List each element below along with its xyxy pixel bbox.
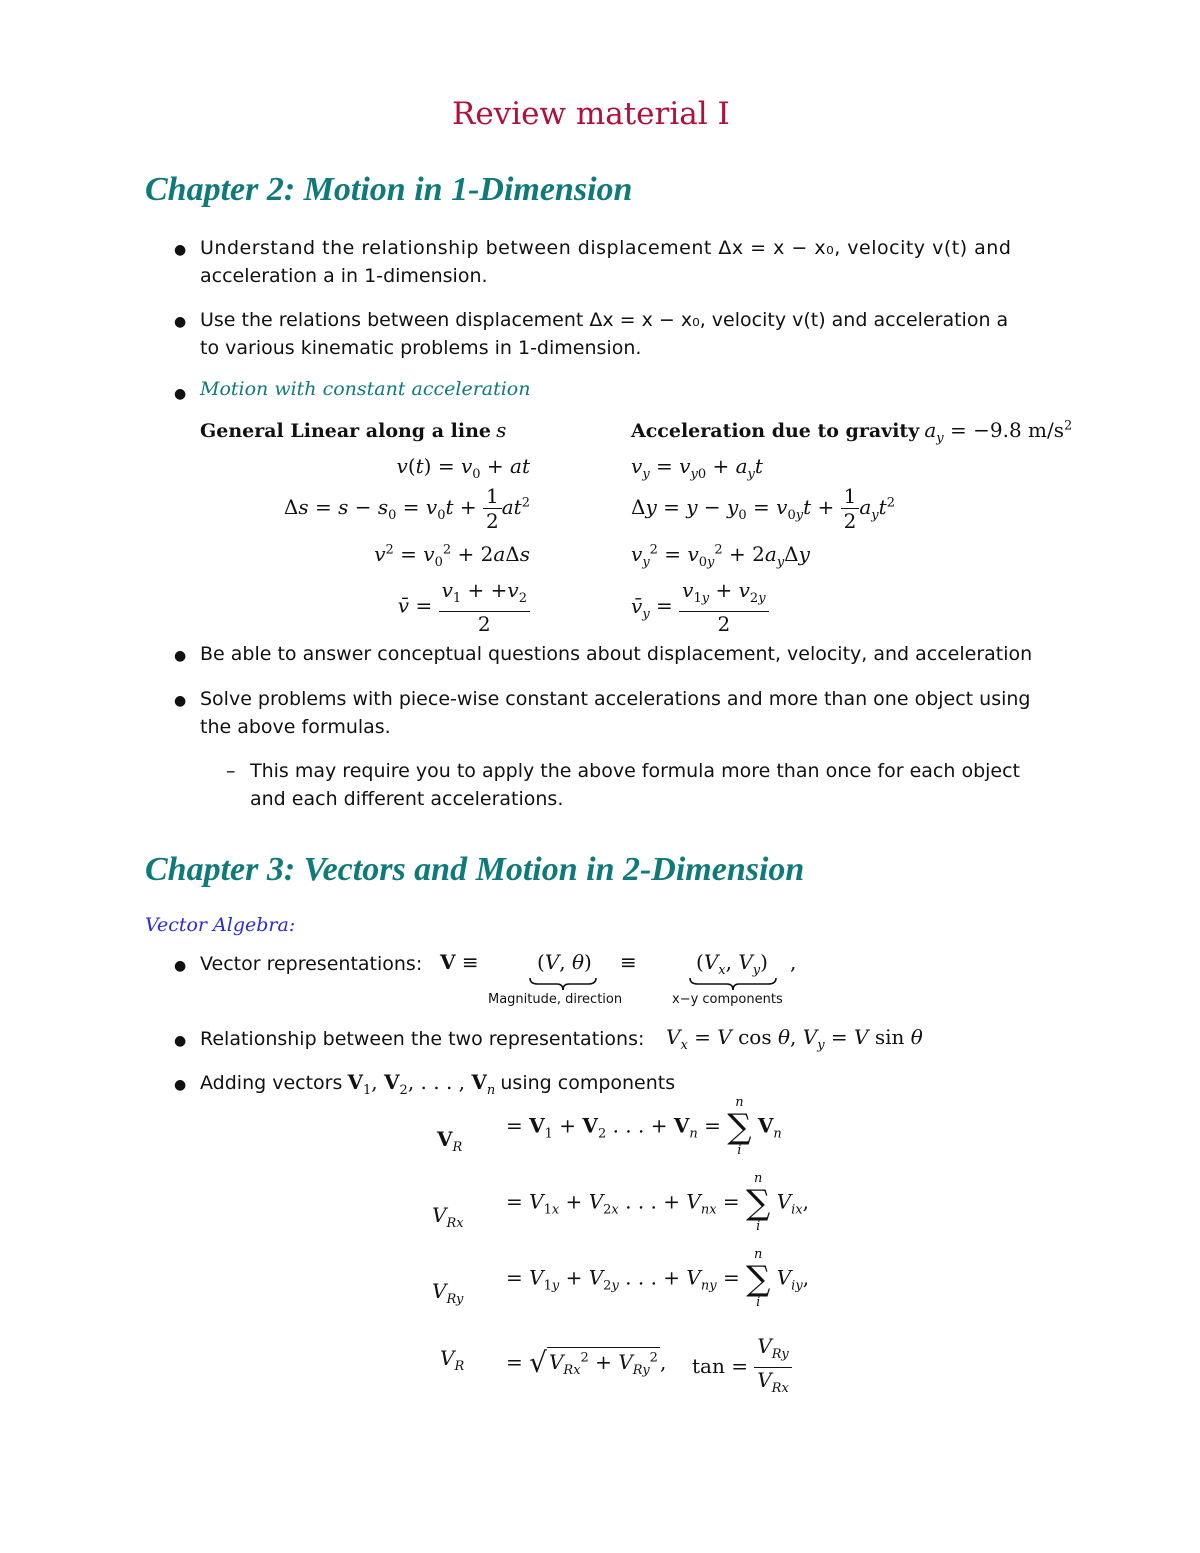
bullet-dot: ● xyxy=(174,242,187,258)
components-tuple: ($V_x$, $V_y$) xyxy=(696,950,768,978)
chapter-3-heading: Chapter 3: Vectors and Motion in 2-Dimension xyxy=(145,851,805,888)
eq-tan: tan = $\frac{V_{Ry}}{V_{Rx}}$ xyxy=(692,1334,792,1401)
bullet-dot: ● xyxy=(174,314,187,330)
relationship-formula: $V_x = V$ cos θ, $V_y = V$ sin θ xyxy=(666,1025,923,1053)
equiv-sign: ≡ xyxy=(620,950,637,974)
gravity-value: $a_y = -9.8$ $m/s^2$ xyxy=(924,418,1073,446)
eq-average-velocity: v̄ = $\frac{v_1 + +v_2}{2}$ xyxy=(398,578,530,636)
right-heading-text: Acceleration due to gravity xyxy=(631,420,920,442)
ch2-subbullet-line1: This may require you to apply the above formula more than once for each object xyxy=(250,760,1020,782)
eq-magnitude-rhs: = √ $V_{Rx}^2 + V_{Ry}^2$ , xyxy=(506,1346,667,1379)
eq-vr-lhs: $V_R$ xyxy=(437,1127,463,1155)
ch2-bullet4: Be able to answer conceptual questions about displacement, velocity, and acceleration xyxy=(200,643,1033,665)
relationship-label: Relationship between the two representations: xyxy=(200,1028,645,1050)
chapter-2-heading: Chapter 2: Motion in 1-Dimension xyxy=(145,171,633,208)
eq-vry-rhs: = $V_{1y} + V_{2y}$ . . . + $V_{ny}$ = n ∑ i $V_{iy}$, xyxy=(506,1247,810,1310)
ch2-bullet2-line1: Use the relations between displacement Δx = x − x₀, velocity v(t) and acceleration a xyxy=(200,309,1009,331)
eq-displacement: $\Delta s = s - s_0 = v_0t$ + $\frac{1}{2}$ $at^2$ xyxy=(283,484,530,533)
ch2-subbullet-line2: and each different accelerations. xyxy=(250,788,564,810)
ch2-bullet1-line1: Understand the relationship between displacement Δx = x − x₀, velocity v(t) and xyxy=(200,237,1012,259)
bullet-dot: ● xyxy=(174,958,187,974)
eq-vr-rhs: = $V_1 + V_2$ . . . + $V_n$ = n ∑ i $V_n$ xyxy=(506,1095,782,1158)
eq-vy: $v_y = v_{y0} + a_yt$ xyxy=(631,454,763,482)
eq-velocity-squared: $v^2 = v_0^2 + 2a\Delta s$ xyxy=(374,542,530,570)
bullet-dot: ● xyxy=(174,648,187,664)
eq-vrx-rhs: = $V_{1x} + V_{2x}$ . . . + $V_{nx}$ = n ∑ i $V_{ix}$, xyxy=(506,1171,809,1234)
sub-bullet-dash: – xyxy=(226,760,236,782)
ch2-bullet5-line2: the above formulas. xyxy=(200,716,391,738)
ch2-bullet5-line1: Solve problems with piece-wise constant accelerations and more than one object using xyxy=(200,688,1031,710)
vector-representations-label: Vector representations: xyxy=(200,953,423,975)
eq-magnitude-lhs: $V_R$ xyxy=(440,1346,465,1374)
adding-vectors-tail: using components xyxy=(500,1072,676,1094)
brace-label-components: x−y components xyxy=(672,992,783,1007)
underbrace-1 xyxy=(528,976,598,992)
bullet-dot: ● xyxy=(174,1033,187,1049)
right-column-heading xyxy=(631,418,1072,446)
vector-algebra-label: Vector Algebra: xyxy=(145,914,296,936)
eq-vrx-lhs: $V_{Rx}$ xyxy=(432,1203,464,1231)
constant-acceleration-label: Motion with constant acceleration xyxy=(200,378,531,400)
vector-list: $V_1$, $V_2$, . . . , $V_n$ xyxy=(347,1070,496,1098)
comma: , xyxy=(790,950,797,974)
eq-dy: $\Delta y = y - y_0 = v_{0y}t$ + $\frac{1}{2}$ $a_yt^2$ xyxy=(631,484,895,533)
vector-symbol: V ≡ xyxy=(440,950,479,974)
bullet-dot: ● xyxy=(174,693,187,709)
adding-vectors-label: Adding vectors xyxy=(200,1072,343,1094)
adding-vectors-line xyxy=(200,1069,675,1098)
left-column-heading xyxy=(200,418,506,442)
ch2-bullet2-line2: to various kinematic problems in 1-dimension. xyxy=(200,337,642,359)
eq-velocity: $v(t) = v_0$ + at xyxy=(396,454,530,482)
eq-vy-squared: $v_y^2 = v_{0y}^2 + 2a_y\Delta y$ xyxy=(631,542,810,570)
ch2-bullet1-line2: acceleration a in 1-dimension. xyxy=(200,265,488,287)
brace-label-magnitude: Magnitude, direction xyxy=(488,992,623,1007)
bullet-dot: ● xyxy=(174,386,187,402)
eq-average-vy: $v̄_y$ = $\frac{v_{1y} + v_{2y}}{2}$ xyxy=(631,578,769,636)
bullet-dot: ● xyxy=(174,1077,187,1093)
left-heading-text: General Linear along a line xyxy=(200,420,491,442)
magnitude-direction-tuple: (V, θ) xyxy=(537,950,592,974)
eq-vry-lhs: $V_{Ry}$ xyxy=(432,1279,464,1307)
left-heading-var: s xyxy=(496,418,507,442)
underbrace-2 xyxy=(688,976,778,992)
page-title: Review material I xyxy=(452,96,730,132)
